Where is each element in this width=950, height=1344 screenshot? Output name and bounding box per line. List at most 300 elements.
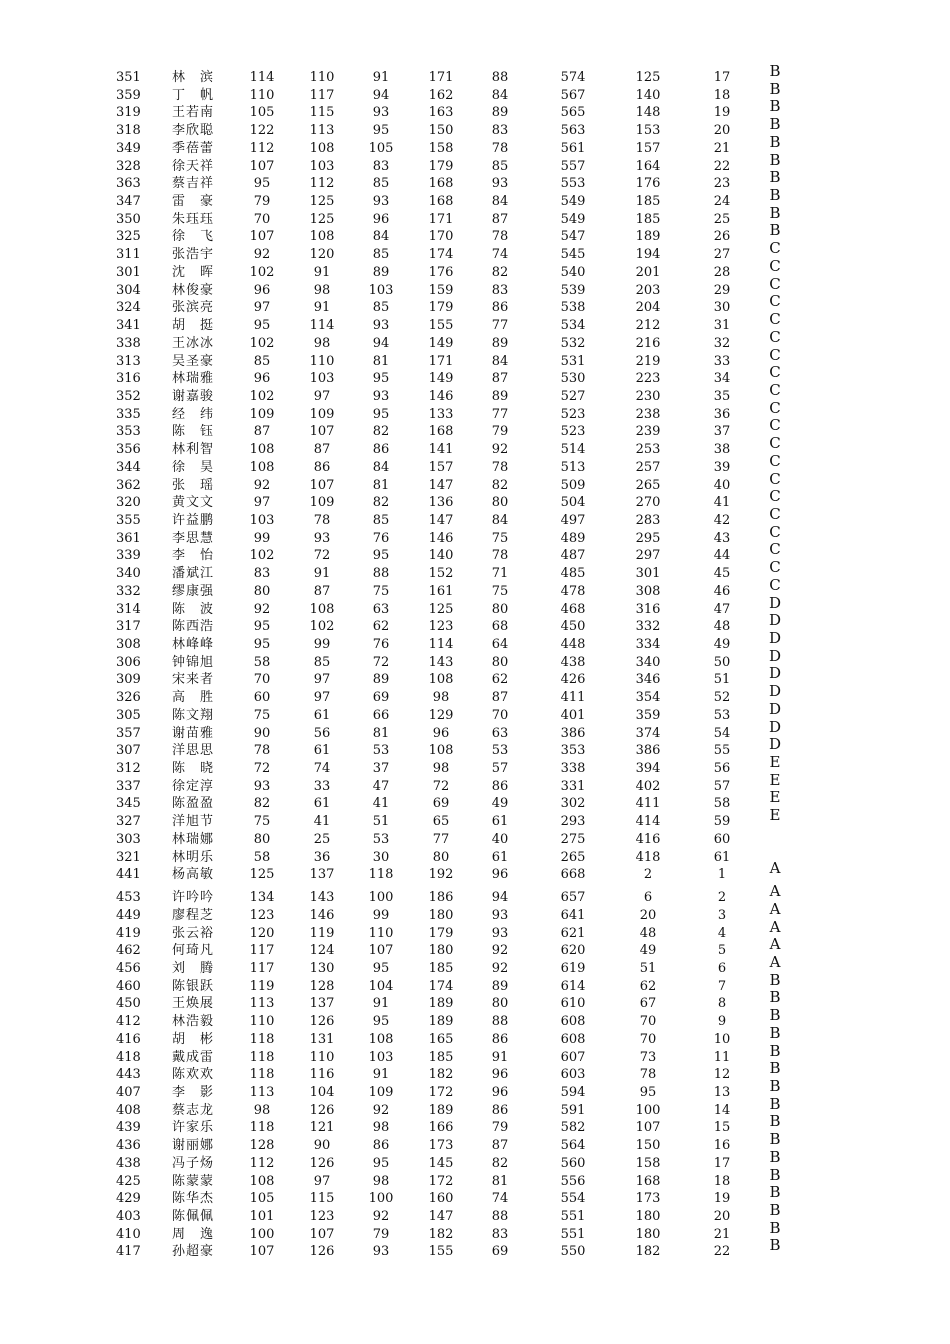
- overall-rank-cell: 100: [635, 1102, 661, 1118]
- grade-letter-cell: C: [769, 327, 781, 346]
- score-4-cell: 149: [428, 335, 454, 351]
- student-name-cell: 林瑞雅: [172, 371, 215, 387]
- score-2-cell: 126: [309, 1155, 335, 1171]
- total-score-cell: 487: [560, 548, 586, 564]
- table-row: [0, 917, 950, 943]
- score-1-cell: 72: [253, 761, 271, 777]
- class-rank-cell: 22: [713, 1244, 731, 1260]
- table-row: [0, 611, 950, 636]
- score-1-cell: 96: [253, 282, 271, 298]
- overall-rank-cell: 216: [635, 335, 661, 351]
- score-4-cell: 174: [428, 978, 454, 994]
- score-4-cell: 147: [428, 1209, 454, 1224]
- overall-rank-cell: 95: [639, 1084, 657, 1100]
- student-id-cell: 318: [116, 123, 141, 139]
- student-name-cell: 陈盈盈: [172, 796, 215, 812]
- student-name-cell: 雷 豪: [172, 194, 215, 210]
- score-1-cell: 118: [249, 1120, 275, 1136]
- score-2-cell: 119: [309, 925, 335, 941]
- score-2-cell: 108: [309, 229, 335, 245]
- table-row: [0, 1023, 950, 1049]
- student-name-cell: 徐 昊: [172, 459, 215, 475]
- student-id-cell: 357: [116, 725, 141, 741]
- class-rank-cell: 33: [713, 353, 731, 369]
- score-5-cell: 77: [491, 318, 509, 334]
- score-4-cell: 98: [432, 690, 450, 706]
- score-5-cell: 74: [491, 247, 509, 263]
- student-id-cell: 301: [116, 264, 141, 280]
- table-row: [0, 363, 950, 388]
- score-3-cell: 104: [368, 978, 394, 994]
- class-rank-cell: 31: [713, 318, 731, 334]
- class-rank-cell: 21: [713, 1226, 731, 1242]
- table-row: [0, 899, 950, 925]
- score-5-cell: 78: [491, 229, 509, 245]
- grade-letter-cell: C: [769, 256, 781, 275]
- score-3-cell: 30: [372, 849, 390, 865]
- score-3-cell: 81: [372, 353, 390, 369]
- score-5-cell: 86: [491, 1031, 509, 1047]
- student-id-cell: 341: [116, 318, 141, 334]
- overall-rank-cell: 78: [639, 1067, 657, 1083]
- overall-rank-cell: 223: [635, 371, 661, 387]
- overall-rank-cell: 332: [635, 619, 661, 635]
- student-id-cell: 352: [116, 388, 141, 404]
- student-name-cell: 陈 晓: [172, 761, 215, 777]
- score-1-cell: 118: [249, 1049, 275, 1065]
- total-score-cell: 450: [560, 619, 586, 635]
- score-5-cell: 79: [491, 424, 509, 440]
- student-id-cell: 407: [116, 1084, 141, 1100]
- score-5-cell: 82: [491, 264, 509, 280]
- score-4-cell: 152: [428, 566, 454, 582]
- overall-rank-cell: 253: [635, 442, 661, 458]
- score-3-cell: 98: [372, 1120, 390, 1136]
- score-3-cell: 83: [372, 158, 390, 174]
- class-rank-cell: 6: [717, 960, 727, 976]
- score-3-cell: 85: [372, 512, 390, 528]
- student-id-cell: 326: [116, 690, 141, 706]
- overall-rank-cell: 125: [635, 70, 661, 85]
- student-name-cell: 陈 波: [172, 601, 215, 617]
- score-5-cell: 53: [491, 743, 509, 759]
- student-id-cell: 319: [116, 105, 141, 121]
- student-name-cell: 王焕展: [172, 996, 215, 1012]
- table-row: [0, 806, 950, 831]
- student-id-cell: 308: [116, 637, 141, 652]
- class-rank-cell: 19: [713, 1191, 731, 1207]
- score-5-cell: 88: [491, 70, 509, 85]
- student-name-cell: 洋旭节: [172, 814, 215, 830]
- student-id-cell: 306: [116, 654, 141, 670]
- table-row: [0, 1006, 950, 1031]
- student-name-cell: 谢嘉骏: [172, 388, 215, 404]
- score-2-cell: 74: [313, 761, 331, 777]
- overall-rank-cell: 164: [635, 158, 661, 174]
- grade-letter-cell: B: [769, 221, 781, 240]
- overall-rank-cell: 203: [635, 282, 661, 298]
- class-rank-cell: 34: [713, 371, 731, 387]
- table-row: [0, 62, 950, 87]
- grade-letter-cell: B: [769, 1059, 781, 1078]
- overall-rank-cell: 62: [639, 978, 657, 994]
- student-name-cell: 张云裕: [172, 925, 215, 941]
- student-name-cell: 陈银跃: [172, 978, 215, 994]
- student-id-cell: 320: [116, 495, 141, 511]
- score-2-cell: 99: [313, 637, 331, 652]
- score-4-cell: 157: [428, 459, 454, 475]
- score-2-cell: 97: [313, 1173, 331, 1189]
- grade-letter-cell: C: [769, 398, 781, 417]
- score-1-cell: 128: [249, 1138, 275, 1154]
- class-rank-cell: 36: [713, 406, 731, 422]
- total-score-cell: 591: [560, 1102, 586, 1118]
- total-score-cell: 509: [560, 477, 586, 493]
- score-1-cell: 118: [249, 1031, 275, 1047]
- table-row: [0, 717, 950, 743]
- score-1-cell: 79: [253, 194, 271, 210]
- score-5-cell: 96: [491, 867, 509, 883]
- class-rank-cell: 49: [713, 637, 731, 652]
- score-5-cell: 87: [491, 211, 509, 227]
- class-rank-cell: 24: [713, 194, 731, 210]
- overall-rank-cell: 416: [635, 831, 661, 847]
- grade-letter-cell: C: [769, 239, 781, 258]
- student-id-cell: 449: [116, 907, 141, 923]
- student-name-cell: 杨高敏: [172, 867, 215, 883]
- total-score-cell: 607: [560, 1049, 586, 1065]
- score-1-cell: 108: [249, 442, 275, 458]
- overall-rank-cell: 173: [635, 1191, 661, 1207]
- total-score-cell: 338: [560, 761, 586, 777]
- table-row: [0, 1112, 950, 1137]
- student-id-cell: 438: [116, 1155, 141, 1171]
- class-rank-cell: 18: [713, 87, 731, 103]
- table-row: [0, 1147, 950, 1173]
- score-3-cell: 81: [372, 725, 390, 741]
- score-5-cell: 89: [491, 978, 509, 994]
- score-1-cell: 95: [253, 637, 271, 652]
- overall-rank-cell: 374: [635, 725, 661, 741]
- score-2-cell: 90: [313, 1138, 331, 1154]
- score-1-cell: 82: [253, 796, 271, 812]
- score-5-cell: 83: [491, 123, 509, 139]
- total-score-cell: 538: [560, 300, 586, 316]
- student-id-cell: 347: [116, 194, 141, 210]
- score-5-cell: 79: [491, 1120, 509, 1136]
- score-1-cell: 78: [253, 743, 271, 759]
- score-2-cell: 128: [309, 978, 335, 994]
- score-5-cell: 78: [491, 548, 509, 564]
- student-id-cell: 304: [116, 282, 141, 298]
- class-rank-cell: 20: [713, 123, 731, 139]
- table-row: [0, 380, 950, 406]
- score-3-cell: 96: [372, 211, 390, 227]
- score-4-cell: 96: [432, 725, 450, 741]
- student-name-cell: 陈欢欢: [172, 1067, 215, 1083]
- score-4-cell: 189: [428, 1014, 454, 1030]
- table-row: [0, 150, 950, 176]
- score-1-cell: 92: [253, 247, 271, 263]
- overall-rank-cell: 158: [635, 1155, 661, 1171]
- grade-letter-cell: B: [769, 1218, 781, 1237]
- score-5-cell: 40: [491, 831, 509, 847]
- score-2-cell: 120: [309, 247, 335, 263]
- overall-rank-cell: 301: [635, 566, 661, 582]
- student-name-cell: 林浩毅: [172, 1014, 215, 1030]
- student-name-cell: 徐天祥: [172, 158, 215, 174]
- score-4-cell: 165: [428, 1031, 454, 1047]
- total-score-cell: 574: [560, 70, 586, 85]
- student-id-cell: 429: [116, 1191, 141, 1207]
- grade-letter-cell: B: [769, 1236, 781, 1255]
- total-score-cell: 620: [560, 943, 586, 959]
- grade-letter-cell: B: [769, 1112, 781, 1131]
- grade-letter-cell: C: [769, 434, 781, 453]
- table-row: [0, 540, 950, 565]
- score-2-cell: 123: [309, 1209, 335, 1224]
- class-rank-cell: 30: [713, 300, 731, 316]
- student-id-cell: 456: [116, 960, 141, 976]
- student-id-cell: 460: [116, 978, 141, 994]
- table-row: [0, 221, 950, 246]
- score-2-cell: 86: [313, 459, 331, 475]
- score-4-cell: 168: [428, 194, 454, 210]
- score-1-cell: 90: [253, 725, 271, 741]
- score-4-cell: 133: [428, 406, 454, 422]
- student-id-cell: 327: [116, 814, 141, 830]
- score-4-cell: 174: [428, 247, 454, 263]
- score-5-cell: 96: [491, 1067, 509, 1083]
- grade-letter-cell: D: [768, 717, 782, 736]
- score-2-cell: 108: [309, 140, 335, 156]
- score-1-cell: 98: [253, 1102, 271, 1118]
- overall-rank-cell: 394: [635, 761, 661, 777]
- student-name-cell: 何琦凡: [172, 943, 215, 959]
- overall-rank-cell: 204: [635, 300, 661, 316]
- score-3-cell: 79: [372, 1226, 390, 1242]
- overall-rank-cell: 73: [639, 1049, 657, 1065]
- score-5-cell: 93: [491, 925, 509, 941]
- student-id-cell: 359: [116, 87, 141, 103]
- score-2-cell: 107: [309, 1226, 335, 1242]
- class-rank-cell: 29: [713, 282, 731, 298]
- student-id-cell: 403: [116, 1209, 141, 1224]
- student-name-cell: 许益鹏: [172, 512, 215, 528]
- student-name-cell: 林峰峰: [172, 637, 215, 652]
- score-4-cell: 125: [428, 601, 454, 617]
- score-4-cell: 160: [428, 1191, 454, 1207]
- score-3-cell: 41: [372, 796, 390, 812]
- score-3-cell: 100: [368, 1191, 394, 1207]
- grade-letter-cell: C: [769, 416, 781, 435]
- student-id-cell: 350: [116, 211, 141, 227]
- table-row: [0, 310, 950, 335]
- student-id-cell: 324: [116, 300, 141, 316]
- score-3-cell: 53: [372, 743, 390, 759]
- student-id-cell: 345: [116, 796, 141, 812]
- student-id-cell: 351: [116, 70, 141, 85]
- score-2-cell: 104: [309, 1084, 335, 1100]
- student-name-cell: 徐定淳: [172, 778, 215, 794]
- score-1-cell: 110: [249, 87, 275, 103]
- score-1-cell: 75: [253, 814, 271, 830]
- score-5-cell: 96: [491, 1084, 509, 1100]
- score-4-cell: 145: [428, 1155, 454, 1171]
- score-2-cell: 108: [309, 601, 335, 617]
- score-1-cell: 109: [249, 406, 275, 422]
- grade-letter-cell: D: [768, 593, 782, 612]
- total-score-cell: 594: [560, 1084, 586, 1100]
- score-5-cell: 84: [491, 194, 509, 210]
- table-row: [0, 451, 950, 477]
- class-rank-cell: 53: [713, 707, 731, 723]
- overall-rank-cell: 212: [635, 318, 661, 334]
- score-3-cell: 103: [368, 1049, 394, 1065]
- table-row: [0, 664, 950, 689]
- class-rank-cell: 15: [713, 1120, 731, 1136]
- student-id-cell: 439: [116, 1120, 141, 1136]
- student-id-cell: 338: [116, 335, 141, 351]
- total-score-cell: 523: [560, 406, 586, 422]
- score-4-cell: 147: [428, 477, 454, 493]
- overall-rank-cell: 265: [635, 477, 661, 493]
- student-name-cell: 丁 帆: [172, 87, 215, 103]
- score-3-cell: 69: [372, 690, 390, 706]
- score-sheet: [0, 62, 950, 1261]
- score-2-cell: 91: [313, 566, 331, 582]
- class-rank-cell: 38: [713, 442, 731, 458]
- score-3-cell: 91: [372, 1067, 390, 1083]
- total-score-cell: 563: [560, 123, 586, 139]
- total-score-cell: 608: [560, 1014, 586, 1030]
- score-3-cell: 95: [372, 548, 390, 564]
- overall-rank-cell: 239: [635, 424, 661, 440]
- score-2-cell: 131: [309, 1031, 335, 1047]
- student-id-cell: 363: [116, 176, 141, 192]
- student-id-cell: 355: [116, 512, 141, 528]
- class-rank-cell: 42: [713, 512, 731, 528]
- score-4-cell: 108: [428, 672, 454, 688]
- score-1-cell: 102: [249, 264, 275, 280]
- table-row: [0, 203, 950, 229]
- total-score-cell: 513: [560, 459, 586, 475]
- total-score-cell: 547: [560, 229, 586, 245]
- score-4-cell: 172: [428, 1084, 454, 1100]
- score-1-cell: 100: [249, 1226, 275, 1242]
- score-3-cell: 85: [372, 247, 390, 263]
- score-5-cell: 89: [491, 335, 509, 351]
- score-1-cell: 105: [249, 1191, 275, 1207]
- total-score-cell: 608: [560, 1031, 586, 1047]
- grade-letter-cell: C: [769, 380, 781, 399]
- grade-letter-cell: B: [769, 150, 781, 169]
- score-2-cell: 125: [309, 194, 335, 210]
- score-5-cell: 68: [491, 619, 509, 635]
- score-2-cell: 102: [309, 619, 335, 635]
- table-row: [0, 1041, 950, 1067]
- class-rank-cell: 59: [713, 814, 731, 830]
- class-rank-cell: 25: [713, 211, 731, 227]
- class-rank-cell: 8: [717, 996, 727, 1012]
- student-name-cell: 经 纬: [172, 406, 215, 422]
- total-score-cell: 564: [560, 1138, 586, 1154]
- score-1-cell: 80: [253, 583, 271, 599]
- score-4-cell: 180: [428, 943, 454, 959]
- total-score-cell: 523: [560, 424, 586, 440]
- class-rank-cell: 45: [713, 566, 731, 582]
- total-score-cell: 554: [560, 1191, 586, 1207]
- overall-rank-cell: 283: [635, 512, 661, 528]
- grade-letter-cell: B: [769, 1041, 781, 1060]
- total-score-cell: 302: [560, 796, 586, 812]
- class-rank-cell: 47: [713, 601, 731, 617]
- student-id-cell: 309: [116, 672, 141, 688]
- grade-letter-cell: B: [769, 1201, 781, 1219]
- score-2-cell: 114: [309, 318, 335, 334]
- score-3-cell: 93: [372, 1244, 390, 1260]
- student-name-cell: 孙超豪: [172, 1244, 215, 1260]
- table-row: [0, 629, 950, 654]
- total-score-cell: 438: [560, 654, 586, 670]
- score-3-cell: 91: [372, 70, 390, 85]
- overall-rank-cell: 157: [635, 140, 661, 156]
- grade-letter-cell: C: [769, 469, 781, 488]
- score-4-cell: 149: [428, 371, 454, 387]
- student-id-cell: 339: [116, 548, 141, 564]
- class-rank-cell: 23: [713, 176, 731, 192]
- student-id-cell: 425: [116, 1173, 141, 1189]
- score-4-cell: 161: [428, 583, 454, 599]
- score-2-cell: 61: [313, 707, 331, 723]
- score-3-cell: 110: [368, 925, 394, 941]
- table-row: [0, 274, 950, 300]
- score-1-cell: 75: [253, 707, 271, 723]
- class-rank-cell: 3: [717, 907, 727, 923]
- score-5-cell: 83: [491, 1226, 509, 1242]
- table-row: [0, 292, 950, 317]
- score-5-cell: 69: [491, 1244, 509, 1260]
- table-row: [0, 168, 950, 193]
- score-5-cell: 87: [491, 1138, 509, 1154]
- overall-rank-cell: 2: [643, 867, 653, 883]
- score-1-cell: 58: [253, 849, 271, 865]
- score-3-cell: 85: [372, 300, 390, 316]
- score-3-cell: 91: [372, 996, 390, 1012]
- overall-rank-cell: 180: [635, 1226, 661, 1242]
- student-id-cell: 307: [116, 743, 141, 759]
- score-1-cell: 85: [253, 353, 271, 369]
- overall-rank-cell: 386: [635, 743, 661, 759]
- student-name-cell: 刘 腾: [172, 960, 215, 976]
- class-rank-cell: 4: [717, 925, 727, 941]
- score-2-cell: 91: [313, 264, 331, 280]
- total-score-cell: 275: [560, 831, 586, 847]
- total-score-cell: 657: [560, 890, 586, 906]
- score-1-cell: 101: [249, 1209, 275, 1224]
- overall-rank-cell: 189: [635, 229, 661, 245]
- table-row: [0, 882, 950, 907]
- total-score-cell: 527: [560, 388, 586, 404]
- total-score-cell: 561: [560, 140, 586, 156]
- score-4-cell: 129: [428, 707, 454, 723]
- score-1-cell: 102: [249, 548, 275, 564]
- student-name-cell: 许家乐: [172, 1120, 215, 1136]
- score-4-cell: 189: [428, 996, 454, 1012]
- class-rank-cell: 7: [717, 978, 727, 994]
- score-4-cell: 155: [428, 1244, 454, 1260]
- score-2-cell: 143: [309, 890, 335, 906]
